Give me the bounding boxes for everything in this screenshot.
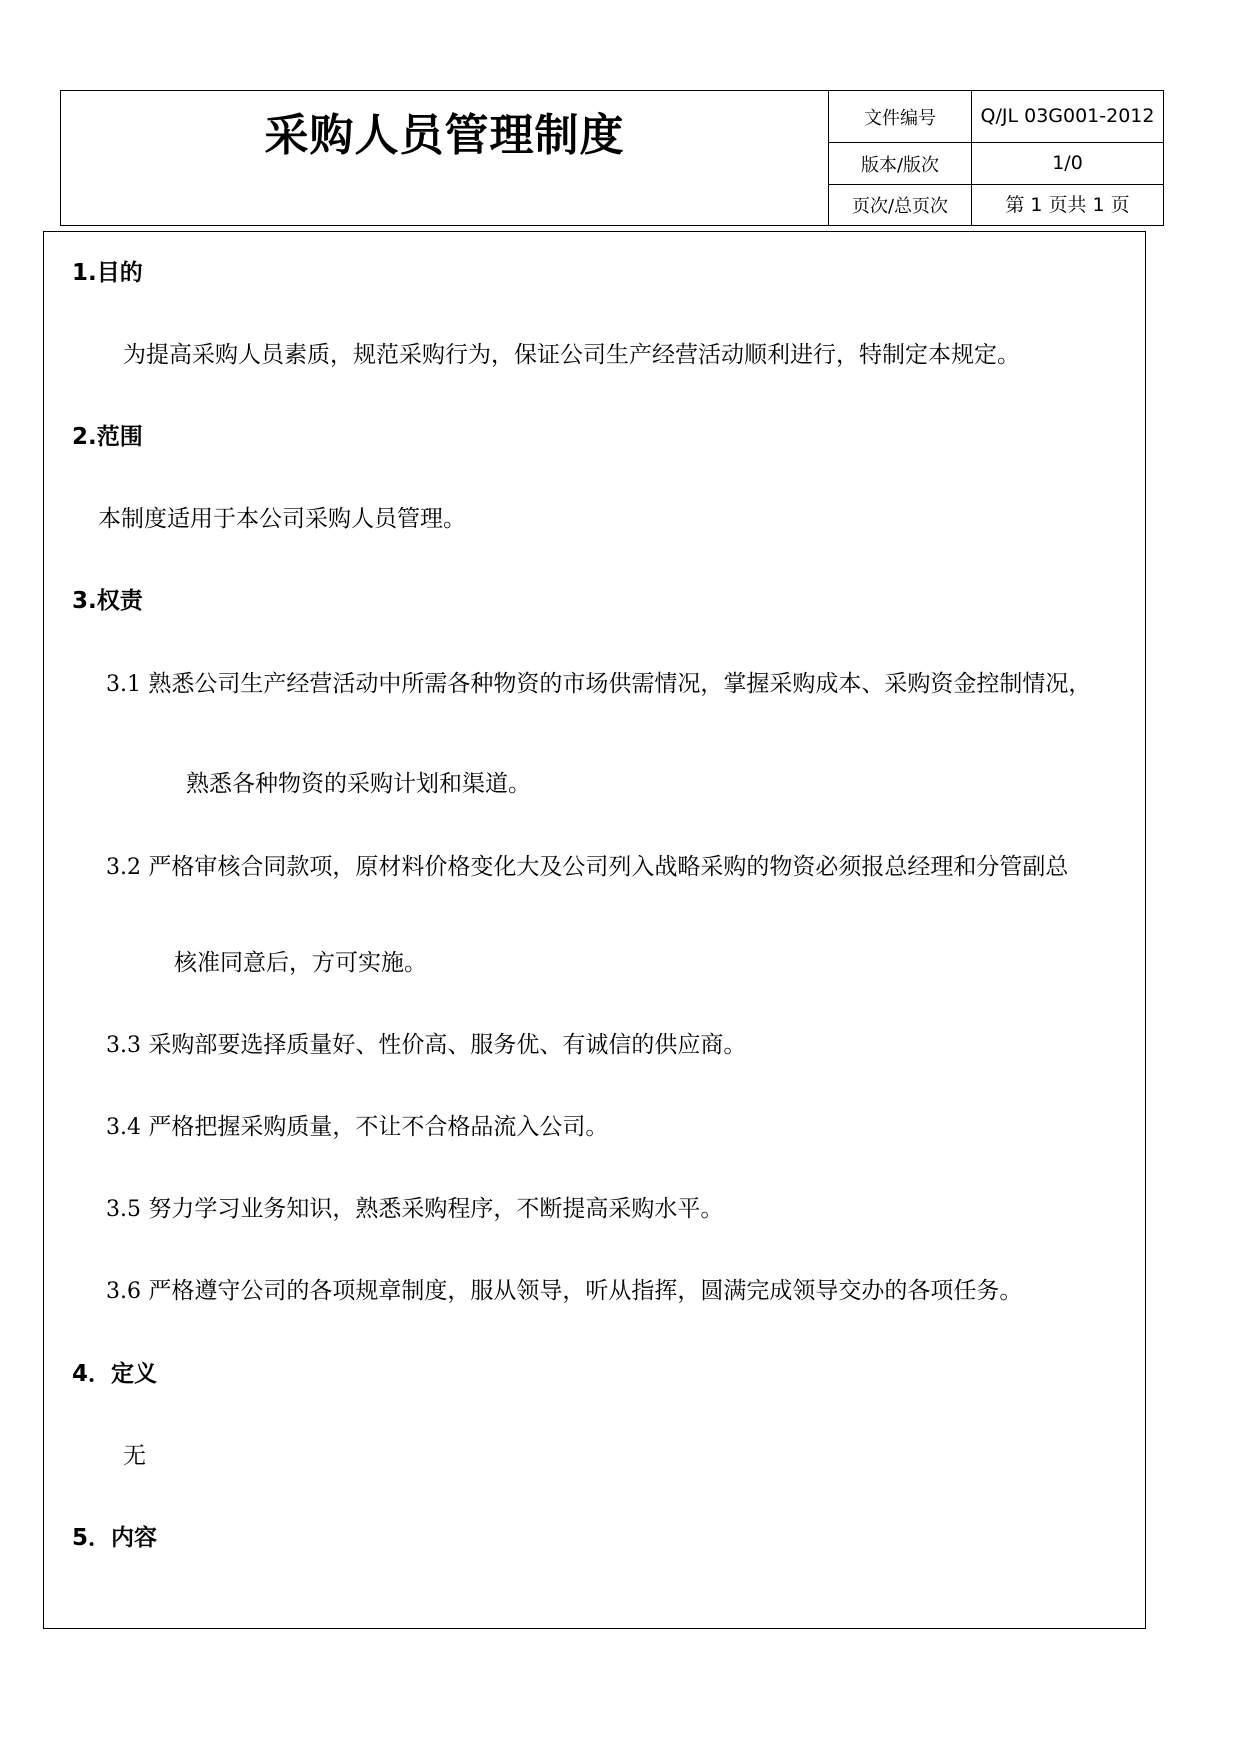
item-number: 3.5: [106, 1197, 141, 1222]
item-number: 3.6: [106, 1279, 141, 1304]
document-body: [43, 231, 1146, 1629]
item-number: 3.4: [106, 1115, 141, 1140]
section-heading-content: 5．内容: [72, 1525, 158, 1551]
section-heading-purpose: 1.目的: [72, 260, 143, 286]
list-item: [106, 853, 1068, 882]
item-text: 努力学习业务知识，熟悉采购程序，不断提高采购水平。: [148, 1196, 724, 1222]
meta-row-version: [829, 143, 1163, 185]
section-heading-scope: 2.范围: [72, 424, 143, 450]
meta-value: Q/JL 03G001-2012: [980, 105, 1155, 127]
list-item: [106, 1277, 1022, 1306]
meta-row-page: [829, 185, 1163, 225]
title-cell: [61, 91, 829, 225]
item-continuation: 熟悉各种物资的采购计划和渠道。: [186, 771, 531, 797]
list-item: [106, 1195, 723, 1224]
item-text: 熟悉公司生产经营活动中所需各种物资的市场供需情况，掌握采购成本、采购资金控制情况，: [148, 671, 1092, 697]
item-text: 严格审核合同款项，原材料价格变化大及公司列入战略采购的物资必须报总经理和分管副总: [148, 854, 1069, 880]
meta-label: 版本/版次: [829, 143, 972, 184]
item-number: 3.1: [106, 672, 141, 697]
list-item: [106, 1031, 746, 1060]
item-number: 3.3: [106, 1033, 141, 1058]
item-text: 严格遵守公司的各项规章制度，服从领导，听从指挥，圆满完成领导交办的各项任务。: [148, 1278, 1023, 1304]
meta-label: 文件编号: [829, 91, 972, 142]
document-meta-table: [829, 91, 1163, 225]
item-text: 采购部要选择质量好、性价高、服务优、有诚信的供应商。: [148, 1032, 747, 1058]
item-continuation: 核准同意后，方可实施。: [174, 950, 427, 976]
item-text: 严格把握采购质量，不让不合格品流入公司。: [148, 1114, 609, 1140]
list-item: [106, 670, 1091, 699]
section-heading-responsibility: 3.权责: [72, 588, 143, 614]
meta-label: 页次/总页次: [829, 185, 972, 225]
meta-row-document-number: [829, 91, 1163, 143]
item-number: 3.2: [106, 855, 141, 880]
section-body-definition: 无: [123, 1443, 146, 1469]
meta-value: 1/0: [1052, 152, 1083, 174]
document-header: [60, 90, 1164, 226]
list-item: [106, 1113, 608, 1142]
section-body-purpose: 为提高采购人员素质，规范采购行为，保证公司生产经营活动顺利进行，特制定本规定。: [123, 342, 1020, 368]
section-body-scope: 本制度适用于本公司采购人员管理。: [98, 506, 466, 532]
document-title: 采购人员管理制度: [264, 110, 625, 161]
meta-value: 第 1 页共 1 页: [1005, 193, 1130, 216]
section-heading-definition: 4．定义: [72, 1361, 158, 1387]
